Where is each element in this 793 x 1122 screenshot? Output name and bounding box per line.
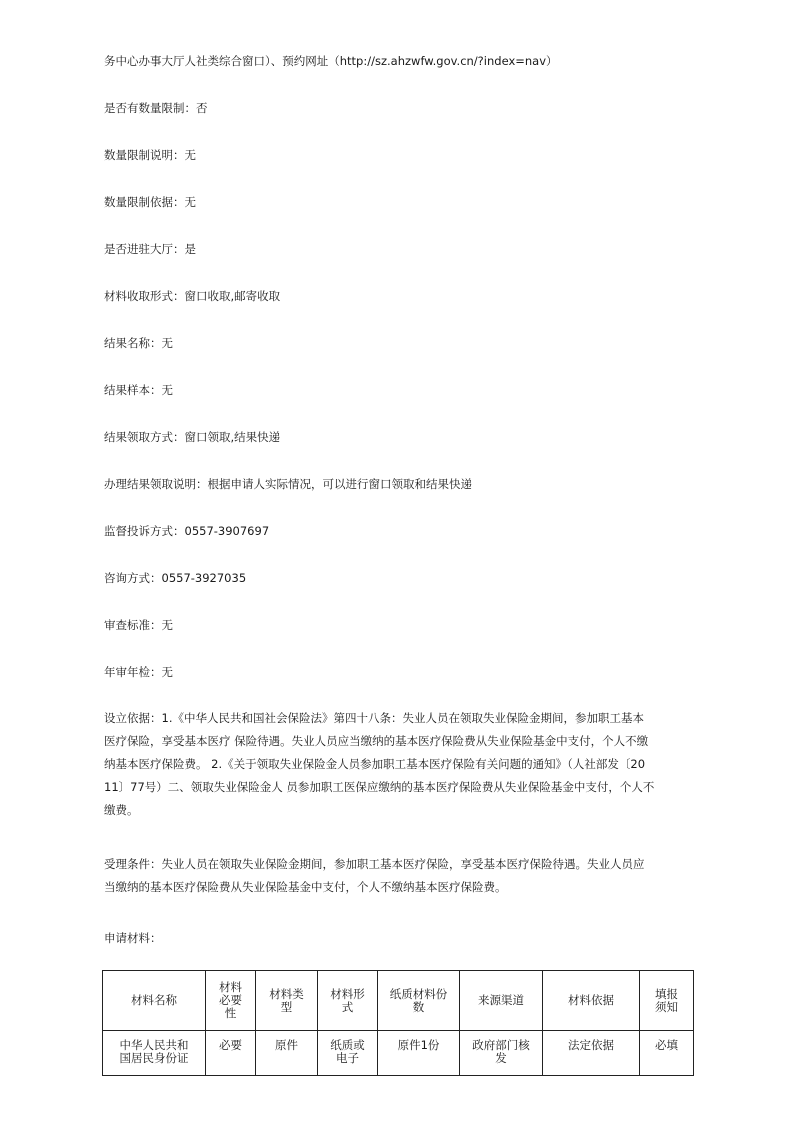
cell-line: 纸质或 [330,1038,365,1052]
result-name-line: 结果名称：无 [104,336,173,350]
result-collect-line: 结果领取方式：窗口领取,结果快递 [104,430,281,444]
condition-paragraph-line: 受理条件：失业人员在领取失业保险金期间，参加职工基本医疗保险，享受基本医疗保险待遇。失业人员应 [104,857,645,871]
basis-paragraph-line: 设立依据：1.《中华人民共和国社会保险法》第四十八条：失业人员在领取失业保险金期间，参加职工基本 [104,711,644,725]
header-line: 材料名称 [131,993,177,1007]
header-line: 材料类 [269,986,304,1001]
header-material-basis [543,971,640,1031]
header-line: 填报 [655,986,678,1001]
cell-necessity [206,1031,256,1076]
basis-paragraph-line: 医疗保险，享受基本医疗 保险待遇。失业人员应当缴纳的基本医疗保险费从失业保险基金中支付，个人不缴 [104,734,649,748]
header-source [460,971,543,1031]
consult-line: 咨询方式：0557-3927035 [104,571,247,585]
basis-paragraph [104,707,689,822]
cell-line: 法定依据 [568,1038,614,1052]
result-sample-line: 结果样本：无 [104,383,173,397]
cell-material-basis [543,1031,640,1076]
result-collect-desc-line: 办理结果领取说明：根据申请人实际情况，可以进行窗口领取和结果快递 [104,477,472,491]
cell-material-name [103,1031,206,1076]
cell-line: 发 [495,1051,507,1065]
quantity-limit-line: 是否有数量限制：否 [104,101,208,115]
materials-table-header-row [103,971,694,1031]
cell-line: 原件 [275,1038,298,1052]
header-material-type [256,971,318,1031]
quantity-limit-basis-line: 数量限制依据：无 [104,195,196,209]
table-row [103,1031,694,1076]
basis-paragraph-line: 11〕77号）二、领取失业保险金人 员参加职工医保应缴纳的基本医疗保险费从失业保险基金中支付，个人不 [104,780,655,794]
materials-table [102,970,694,1076]
condition-paragraph-line: 当缴纳的基本医疗保险费从失业保险基金中支付，个人不缴纳基本医疗保险费。 [104,880,507,894]
cell-material-form [318,1031,378,1076]
material-form-line: 材料收取形式：窗口收取,邮寄收取 [104,289,281,303]
header-line: 材料依据 [568,993,614,1007]
cell-line: 国居民身份证 [119,1051,189,1065]
header-line: 型 [280,999,293,1014]
header-line: 必要 [219,993,242,1007]
cell-line: 中华人民共和 [119,1038,189,1052]
header-fill-notes [640,971,694,1031]
header-necessity [206,971,256,1031]
cell-line: 电子 [336,1051,359,1065]
header-line: 材料形 [330,986,365,1001]
header-material-name [103,971,206,1031]
cell-line: 必填 [655,1038,678,1052]
header-line: 式 [341,999,354,1014]
annual-review-line: 年审年检：无 [104,665,173,679]
header-line: 性 [224,1006,237,1020]
cell-line: 政府部门核 [472,1038,530,1052]
header-line: 纸质材料份 [389,986,448,1001]
address-line: 务中心办事大厅人社类综合窗口）、预约网址（http://sz.ahzwfw.gov.cn/?index=nav） [104,54,558,68]
cell-material-type [256,1031,318,1076]
cell-line: 必要 [219,1038,242,1052]
cell-paper-copies [378,1031,460,1076]
quantity-limit-desc-line: 数量限制说明：无 [104,148,196,162]
header-line: 材料 [219,980,242,994]
review-standard-line: 审查标准：无 [104,618,173,632]
cell-fill-notes [640,1031,694,1076]
apply-materials-heading: 申请材料： [104,931,162,945]
in-hall-line: 是否进驻大厅：是 [104,242,196,256]
header-line: 来源渠道 [478,993,524,1007]
basis-paragraph-line: 纳基本医疗保险费。 2.《关于领取失业保险金人员参加职工基本医疗保险有关问题的通知》（人社部发〔20 [104,757,646,771]
header-material-form [318,971,378,1031]
header-line: 须知 [655,999,678,1014]
basis-paragraph-line: 缴费。 [104,803,139,817]
complaint-line: 监督投诉方式：0557-3907697 [104,524,270,538]
condition-paragraph [104,853,689,899]
header-paper-copies [378,971,460,1031]
cell-line: 原件1份 [397,1038,440,1052]
cell-source [460,1031,543,1076]
header-line: 数 [412,999,425,1014]
